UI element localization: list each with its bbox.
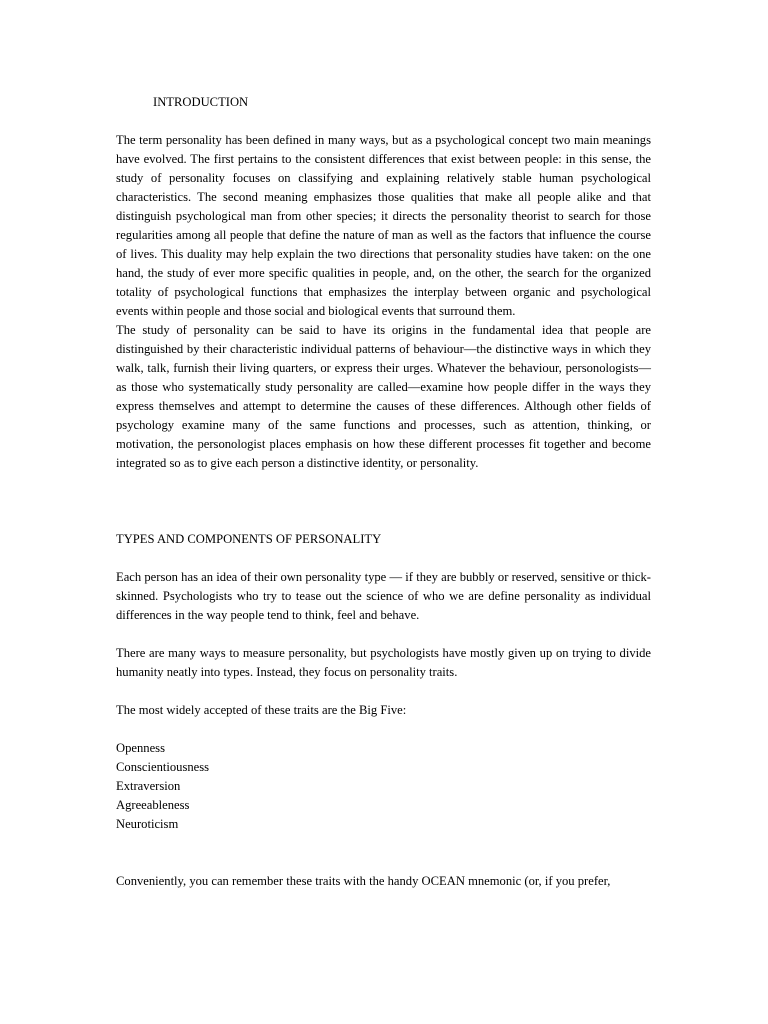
list-item-neuroticism: Neuroticism [116,817,179,831]
list-item-extraversion: Extraversion [116,779,181,793]
list-item-openness: Openness [116,741,165,755]
list-item-conscientiousness: Conscientiousness [116,760,210,774]
intro-heading: INTRODUCTION [153,95,249,109]
spacer [116,549,651,568]
types-heading: TYPES AND COMPONENTS OF PERSONALITY [116,532,382,546]
spacer [116,625,651,644]
list-item-agreeableness: Agreeableness [116,798,190,812]
spacer [116,834,651,872]
spacer [116,720,651,739]
types-paragraph-1: Each person has an idea of their own personality type — if they are bubbly or reserved, sensitive or thick-skinned. Psychologists who try to tease out the science of who we are define personality as individual differences in the way people tend to think, feel and behave. [116,570,651,622]
spacer [116,473,651,530]
intro-paragraph-2: The study of personality can be said to have its origins in the fundamental idea that people are distinguished by their characteristic individual patterns of behaviour—the distinctive ways in which they walk, talk, furnish their living quarters, or express their urges. Whatever the behaviour, personologists—as those who systematically study personality are called—examine how people differ in the ways they express themselves and attempt to determine the causes of these differences. Although other fields of psychology examine many of the same functions and processes, such as attention, thinking, or motivation, the personologist places emphasis on how these different processes fit together and become integrated so as to give each person a distinctive identity, or personality. [116,323,651,470]
types-paragraph-2: There are many ways to measure personality, but psychologists have mostly given up on trying to divide humanity neatly into types. Instead, they focus on personality traits. [116,646,651,679]
types-paragraph-4: Conveniently, you can remember these traits with the handy OCEAN mnemonic (or, if you prefer, [116,874,611,888]
types-paragraph-3: The most widely accepted of these traits are the Big Five: [116,703,407,717]
spacer [116,112,651,131]
intro-paragraph-1: The term personality has been defined in many ways, but as a psychological concept two main meanings have evolved. The first pertains to the consistent differences that exist between people: in this sense, the study of personality focuses on classifying and explaining relatively stable human psychological characteristics. The second meaning emphasizes those qualities that make all people alike and that distinguish psychological man from other species; it directs the personality theorist to search for those regularities among all people that define the nature of man as well as the factors that influence the course of lives. This duality may help explain the two directions that personality studies have taken: on the one hand, the study of ever more specific qualities in people, and, on the other, the search for the organized totality of psychological functions that emphasizes the interplay between organic and psychological events within people and those social and biological events that surround them. [116,133,651,318]
big-five-list [116,739,651,834]
document-page [116,93,651,891]
spacer [116,682,651,701]
